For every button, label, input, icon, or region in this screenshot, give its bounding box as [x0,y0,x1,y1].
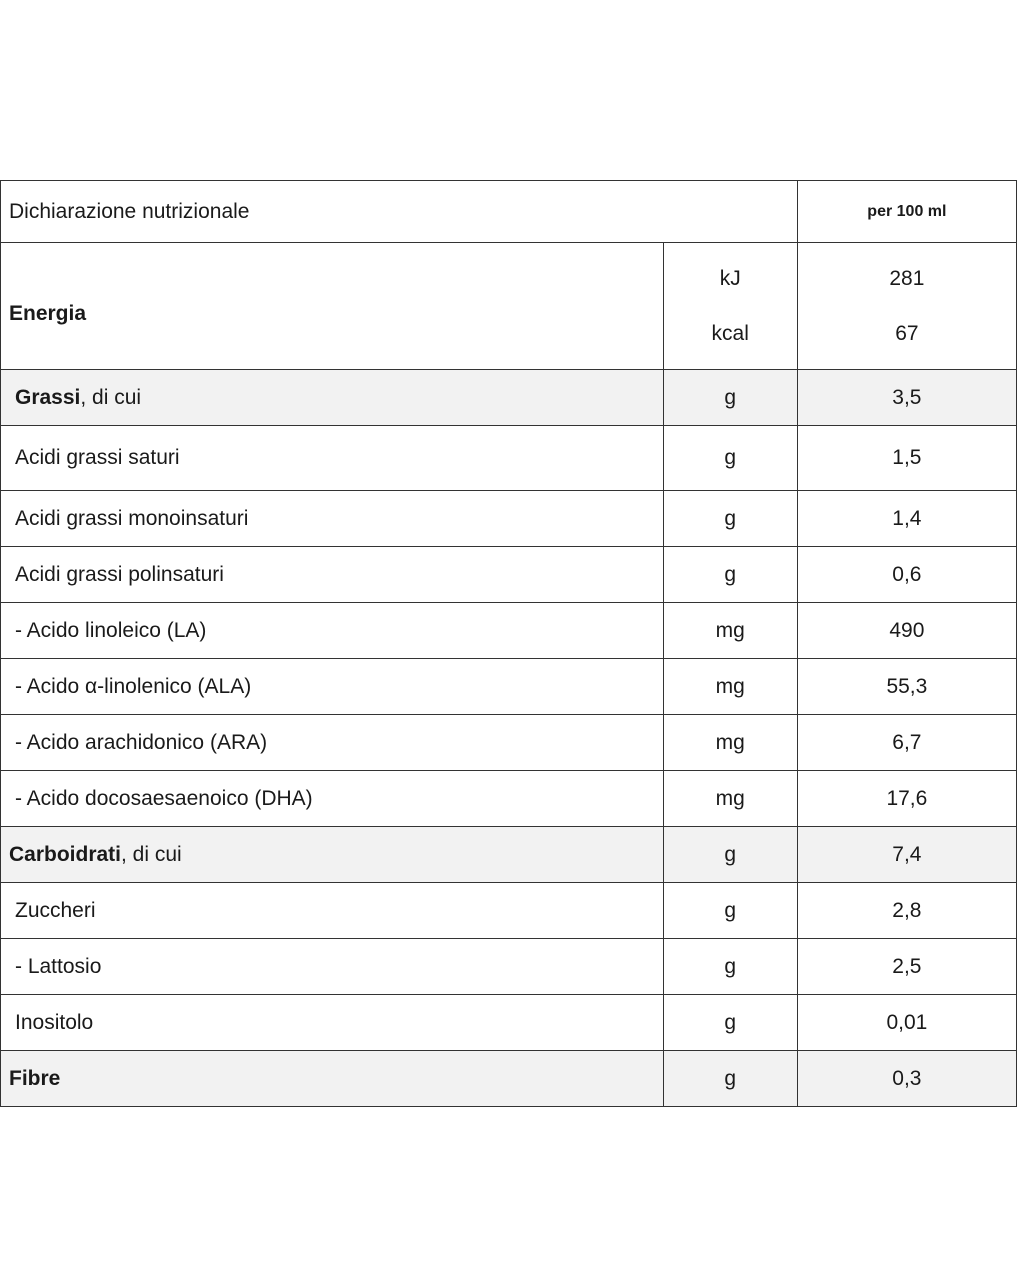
nutrient-unit: mg [663,715,797,771]
nutrient-unit: g [663,883,797,939]
nutrient-value: 2,5 [797,939,1016,995]
nutrient-value: 55,3 [797,659,1016,715]
nutrient-value: 1,4 [797,491,1016,547]
nutrient-name [1,883,664,939]
nutrient-name [1,426,664,491]
nutrient-unit: g [663,827,797,883]
nutrient-name-bold: Carboidrati [9,842,122,866]
energy-units [663,243,797,370]
nutrient-unit: g [663,370,797,426]
energy-label: Energia [1,243,664,370]
nutrient-unit: mg [663,659,797,715]
table-row [1,491,1017,547]
nutrient-name-text: - Lattosio [15,954,102,978]
energy-values [797,243,1016,370]
per-100ml-header: per 100 ml [797,181,1016,243]
nutrient-name [1,995,664,1051]
nutrient-name-text: Acidi grassi monoinsaturi [15,506,249,530]
nutrient-unit: g [663,491,797,547]
energy-value-kj: 281 [889,267,925,290]
nutrient-value: 0,6 [797,547,1016,603]
nutrient-value: 1,5 [797,426,1016,491]
nutrient-value: 7,4 [797,827,1016,883]
nutrient-name [1,1051,664,1107]
nutrient-name-text: Acidi grassi saturi [15,446,180,469]
nutrient-name-text: Inositolo [15,1010,94,1034]
nutrient-name [1,771,664,827]
nutrient-value: 3,5 [797,370,1016,426]
nutrient-value: 17,6 [797,771,1016,827]
nutrient-value: 0,01 [797,995,1016,1051]
nutrient-name [1,547,664,603]
table-row [1,939,1017,995]
nutrient-name-text: Zuccheri [15,898,96,922]
nutrient-rows [1,370,1017,1107]
nutrient-unit: g [663,1051,797,1107]
nutrient-name-text: - Acido docosaesaenoico (DHA) [15,786,313,810]
table-row [1,771,1017,827]
nutrient-name-text: - Acido arachidonico (ARA) [15,730,268,754]
nutrient-name-text: , di cui [80,385,142,409]
table-row [1,659,1017,715]
table-row [1,1051,1017,1107]
nutrient-name-text: Acidi grassi polinsaturi [15,562,224,586]
nutrient-unit: g [663,939,797,995]
nutrient-value: 6,7 [797,715,1016,771]
nutrient-name [1,827,664,883]
nutrient-value: 0,3 [797,1051,1016,1107]
nutrient-name [1,715,664,771]
nutrient-name [1,939,664,995]
table-header-row [1,181,1017,243]
nutrient-unit: mg [663,771,797,827]
energy-unit-kcal: kcal [711,322,749,345]
nutrient-name [1,370,664,426]
energy-row [1,243,1017,370]
table-row [1,827,1017,883]
table-row [1,370,1017,426]
nutrient-name [1,491,664,547]
nutrient-unit: mg [663,603,797,659]
nutrient-name-bold: Fibre [9,1066,61,1090]
energy-value-kcal: 67 [895,322,919,345]
table-row [1,603,1017,659]
table-title: Dichiarazione nutrizionale [1,181,798,243]
nutrient-name [1,603,664,659]
nutrient-unit: g [663,547,797,603]
nutrient-name-text: , di cui [121,842,182,866]
nutrient-name-bold: Grassi [15,385,81,409]
nutrient-unit: g [663,426,797,491]
nutrition-table [0,180,1017,1107]
nutrient-name [1,659,664,715]
nutrient-unit: g [663,995,797,1051]
table-row [1,547,1017,603]
energy-unit-kj: kJ [719,267,741,290]
nutrient-value: 490 [797,603,1016,659]
nutrient-name-text: - Acido linoleico (LA) [15,618,207,642]
table-row [1,426,1017,491]
nutrient-value: 2,8 [797,883,1016,939]
table-row [1,883,1017,939]
table-row [1,995,1017,1051]
nutrient-name-text: - Acido α-linolenico (ALA) [15,674,252,698]
table-row [1,715,1017,771]
